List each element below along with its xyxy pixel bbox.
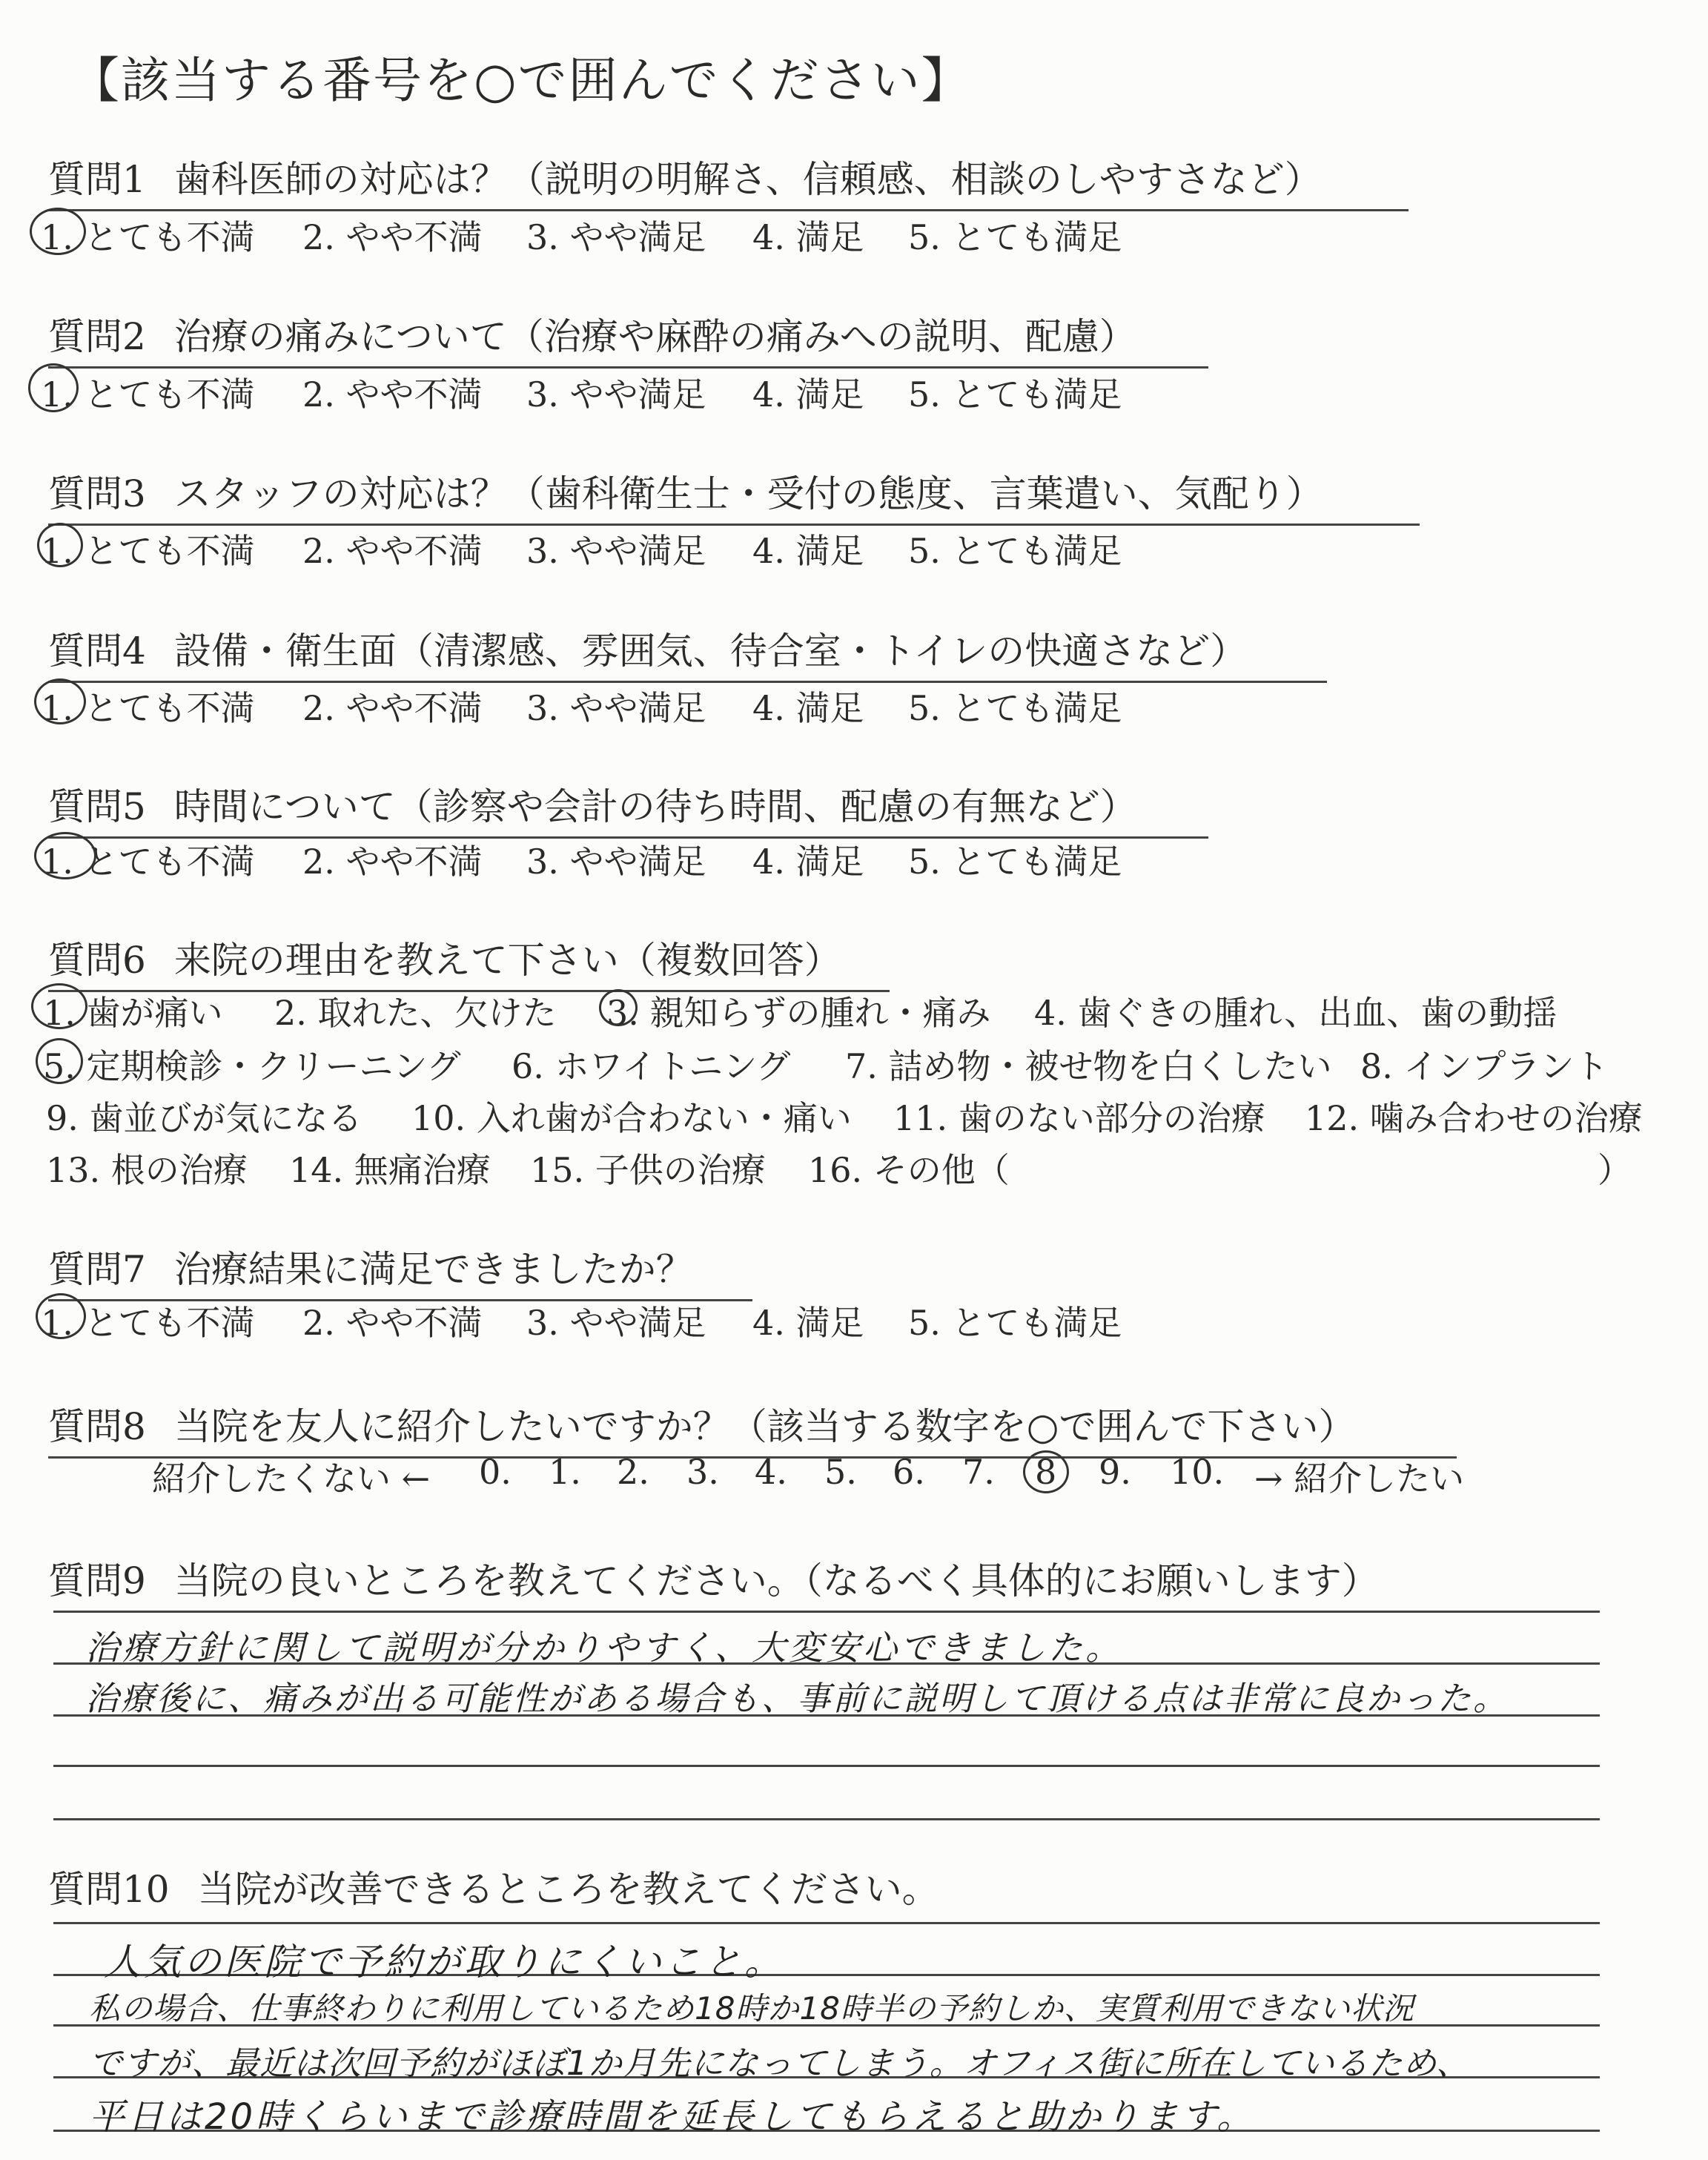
q6-option-8[interactable]: 8. インプラント [1360, 1046, 1609, 1086]
q6-option-13[interactable]: 13. 根の治療 [46, 1150, 248, 1190]
question-5 [48, 777, 1208, 839]
q8-scale-8[interactable]: 8 [1035, 1452, 1057, 1492]
question-3 [48, 464, 1420, 526]
q1-option-5[interactable]: 5. とても満足 [908, 217, 1122, 257]
q3-option-4[interactable]: 4. 満足 [752, 531, 864, 571]
q3-selection-circle [37, 523, 83, 567]
q1-option-3[interactable]: 3. やや満足 [526, 217, 706, 257]
q9-answer-rule-4 [53, 1765, 1600, 1767]
q8-scale-5[interactable]: 5. [824, 1452, 857, 1492]
question-6-label: 質問6 [48, 939, 146, 982]
q6-option-1[interactable]: 1. 歯が痛い [43, 993, 223, 1033]
question-1-label: 質問1 [48, 158, 146, 201]
q6-option-11[interactable]: 11. 歯のない部分の治療 [893, 1098, 1265, 1138]
q6-selection-circle-3 [599, 989, 638, 1026]
q6-selection-circle-1 [31, 983, 87, 1029]
question-1-text: 歯科医師の対応は？（説明の明解さ、信頼感、相談のしやすさなど） [173, 158, 1322, 201]
q5-option-3[interactable]: 3. やや満足 [526, 842, 706, 882]
q1-option-1[interactable]: 1. とても不満 [41, 217, 255, 257]
question-10-label: 質問10 [48, 1868, 170, 1911]
question-6-text: 来院の理由を教えて下さい（複数回答） [173, 939, 841, 982]
q2-option-3[interactable]: 3. やや満足 [526, 374, 706, 415]
q6-option-16[interactable]: 16. その他（ [808, 1150, 1010, 1190]
question-2 [48, 307, 1208, 369]
q6-option-6[interactable]: 6. ホワイトニング [512, 1046, 791, 1086]
q10-answer-line-1: 人気の医院で予約が取りにくいこと。 [104, 1941, 784, 1984]
q9-answer-line-1: 治療方針に関して説明が分かりやすく、大変安心できました。 [85, 1628, 1123, 1668]
question-8-text: 当院を友人に紹介したいですか？（該当する数字を○で囲んで下さい） [173, 1405, 1356, 1448]
q4-selection-circle [34, 678, 86, 724]
q3-option-3[interactable]: 3. やや満足 [526, 531, 706, 571]
question-5-options [0, 835, 1708, 882]
question-9-label: 質問9 [48, 1559, 146, 1602]
q8-scale-0[interactable]: 0. [479, 1452, 512, 1492]
question-10 [48, 1860, 939, 1913]
question-7 [48, 1240, 752, 1301]
q6-option-4[interactable]: 4. 歯ぐきの腫れ、出血、歯の動揺 [1034, 993, 1558, 1033]
q7-option-1[interactable]: 1. とても不満 [41, 1303, 255, 1343]
q8-scale-1[interactable]: 1. [549, 1452, 581, 1492]
q8-selection-circle [1023, 1450, 1069, 1493]
q2-option-4[interactable]: 4. 満足 [752, 374, 864, 415]
q3-option-1[interactable]: 1. とても不満 [41, 531, 255, 571]
q6-selection-circle-5 [36, 1038, 83, 1084]
question-3-options [0, 524, 1708, 569]
q2-selection-circle [28, 363, 79, 412]
q6-option-3[interactable]: 3. 親知らずの腫れ・痛み [606, 993, 991, 1033]
q8-scale-3[interactable]: 3. [686, 1452, 719, 1492]
question-7-options [0, 1296, 1708, 1341]
q10-answer-line-4: 平日は20時くらいまで診療時間を延長してもらえると助かります。 [89, 2096, 1256, 2138]
q2-option-5[interactable]: 5. とても満足 [908, 374, 1122, 415]
q8-scale-9[interactable]: 9. [1099, 1452, 1131, 1492]
question-6-options [0, 986, 1708, 1201]
q6-option-9[interactable]: 9. 歯並びが気になる [46, 1098, 363, 1138]
question-2-label: 質問2 [48, 315, 146, 358]
q6-option-16-close: ） [1598, 1150, 1632, 1190]
question-2-options [0, 368, 1708, 415]
question-5-label: 質問5 [48, 785, 146, 828]
question-8-scale [0, 1452, 1708, 1499]
q5-option-1[interactable]: 1. とても不満 [41, 842, 255, 882]
q5-option-5[interactable]: 5. とても満足 [908, 842, 1122, 882]
question-9 [48, 1551, 1379, 1605]
q8-scale-10[interactable]: 10. [1170, 1452, 1225, 1492]
question-6 [48, 931, 890, 992]
question-3-label: 質問3 [48, 472, 146, 515]
q2-option-1[interactable]: 1. とても不満 [41, 374, 255, 415]
q4-option-3[interactable]: 3. やや満足 [526, 688, 706, 728]
q10-answer-line-2: 私の場合、仕事終わりに利用しているため18時か18時半の予約しか、実質利用できない状況 [89, 1990, 1414, 2027]
q8-scale-6[interactable]: 6. [893, 1452, 925, 1492]
question-4 [48, 621, 1327, 683]
q4-option-5[interactable]: 5. とても満足 [908, 688, 1122, 728]
q4-option-4[interactable]: 4. 満足 [752, 688, 864, 728]
question-1-options [0, 211, 1708, 255]
question-4-options [0, 681, 1708, 726]
q5-option-2[interactable]: 2. やや不満 [302, 842, 483, 882]
q7-option-2[interactable]: 2. やや不満 [302, 1303, 483, 1343]
q6-option-14[interactable]: 14. 無痛治療 [289, 1150, 491, 1190]
q6-option-5[interactable]: 5. 定期検診・クリーニング [43, 1046, 461, 1086]
q7-selection-circle [36, 1293, 86, 1339]
q6-option-2[interactable]: 2. 取れた、欠けた [274, 993, 557, 1033]
question-5-text: 時間について（診察や会計の待ち時間、配慮の有無など） [173, 785, 1137, 828]
q9-answer-rule-1 [53, 1611, 1600, 1613]
q1-selection-circle [30, 208, 86, 255]
q8-scale-4[interactable]: 4. [755, 1452, 787, 1492]
question-2-text: 治療の痛みについて（治療や麻酔の痛みへの説明、配慮） [173, 315, 1136, 358]
q8-scale-7[interactable]: 7. [962, 1452, 995, 1492]
q8-scale-2[interactable]: 2. [617, 1452, 649, 1492]
q3-option-2[interactable]: 2. やや不満 [302, 531, 483, 571]
question-4-label: 質問4 [48, 630, 146, 673]
q7-option-3[interactable]: 3. やや満足 [526, 1303, 706, 1343]
q8-right-label: → 紹介したい [1254, 1459, 1465, 1499]
q3-option-5[interactable]: 5. とても満足 [908, 531, 1122, 571]
question-8 [48, 1397, 1457, 1459]
question-7-text: 治療結果に満足できましたか？ [173, 1248, 693, 1291]
q8-left-label: 紹介したくない ← [152, 1459, 431, 1499]
q6-option-12[interactable]: 12. 噛み合わせの治療 [1305, 1098, 1643, 1138]
q6-option-15[interactable]: 15. 子供の治療 [530, 1150, 766, 1190]
q4-option-2[interactable]: 2. やや不満 [302, 688, 483, 728]
q6-option-10[interactable]: 10. 入れ歯が合わない・痛い [411, 1098, 852, 1138]
q2-option-2[interactable]: 2. やや不満 [302, 374, 483, 415]
question-1 [48, 150, 1409, 211]
question-8-label: 質問8 [48, 1405, 146, 1448]
q10-answer-rule-1 [53, 1922, 1600, 1924]
question-4-text: 設備・衛生面（清潔感、雰囲気、待合室・トイレの快適さなど） [173, 630, 1248, 673]
question-10-text: 当院が改善できるところを教えてください。 [197, 1868, 939, 1911]
q4-option-1[interactable]: 1. とても不満 [41, 688, 255, 728]
question-7-label: 質問7 [48, 1248, 146, 1291]
q9-answer-line-2: 治療後に、痛みが出る可能性がある場合も、事前に説明して頂ける点は非常に良かった。 [85, 1679, 1509, 1718]
q7-option-4[interactable]: 4. 満足 [752, 1303, 864, 1343]
form-title: 【該当する番号を○で囲んでください】 [70, 52, 972, 109]
q5-selection-circle [34, 832, 96, 879]
question-3-text: スタッフの対応は？（歯科衛生士・受付の態度、言葉遣い、気配り） [173, 472, 1323, 515]
q1-option-2[interactable]: 2. やや不満 [302, 217, 483, 257]
q5-option-4[interactable]: 4. 満足 [752, 842, 864, 882]
question-9-text: 当院の良いところを教えてください。（なるべく具体的にお願いします） [173, 1559, 1379, 1602]
q7-option-5[interactable]: 5. とても満足 [908, 1303, 1122, 1343]
q9-answer-rule-5 [53, 1818, 1600, 1820]
q10-answer-line-3: ですが、最近は次回予約がほぼ1か月先になってしまう。オフィス街に所在しているため、 [89, 2044, 1470, 2083]
q6-option-7[interactable]: 7. 詰め物・被せ物を白くしたい [845, 1046, 1332, 1086]
q1-option-4[interactable]: 4. 満足 [752, 217, 864, 257]
